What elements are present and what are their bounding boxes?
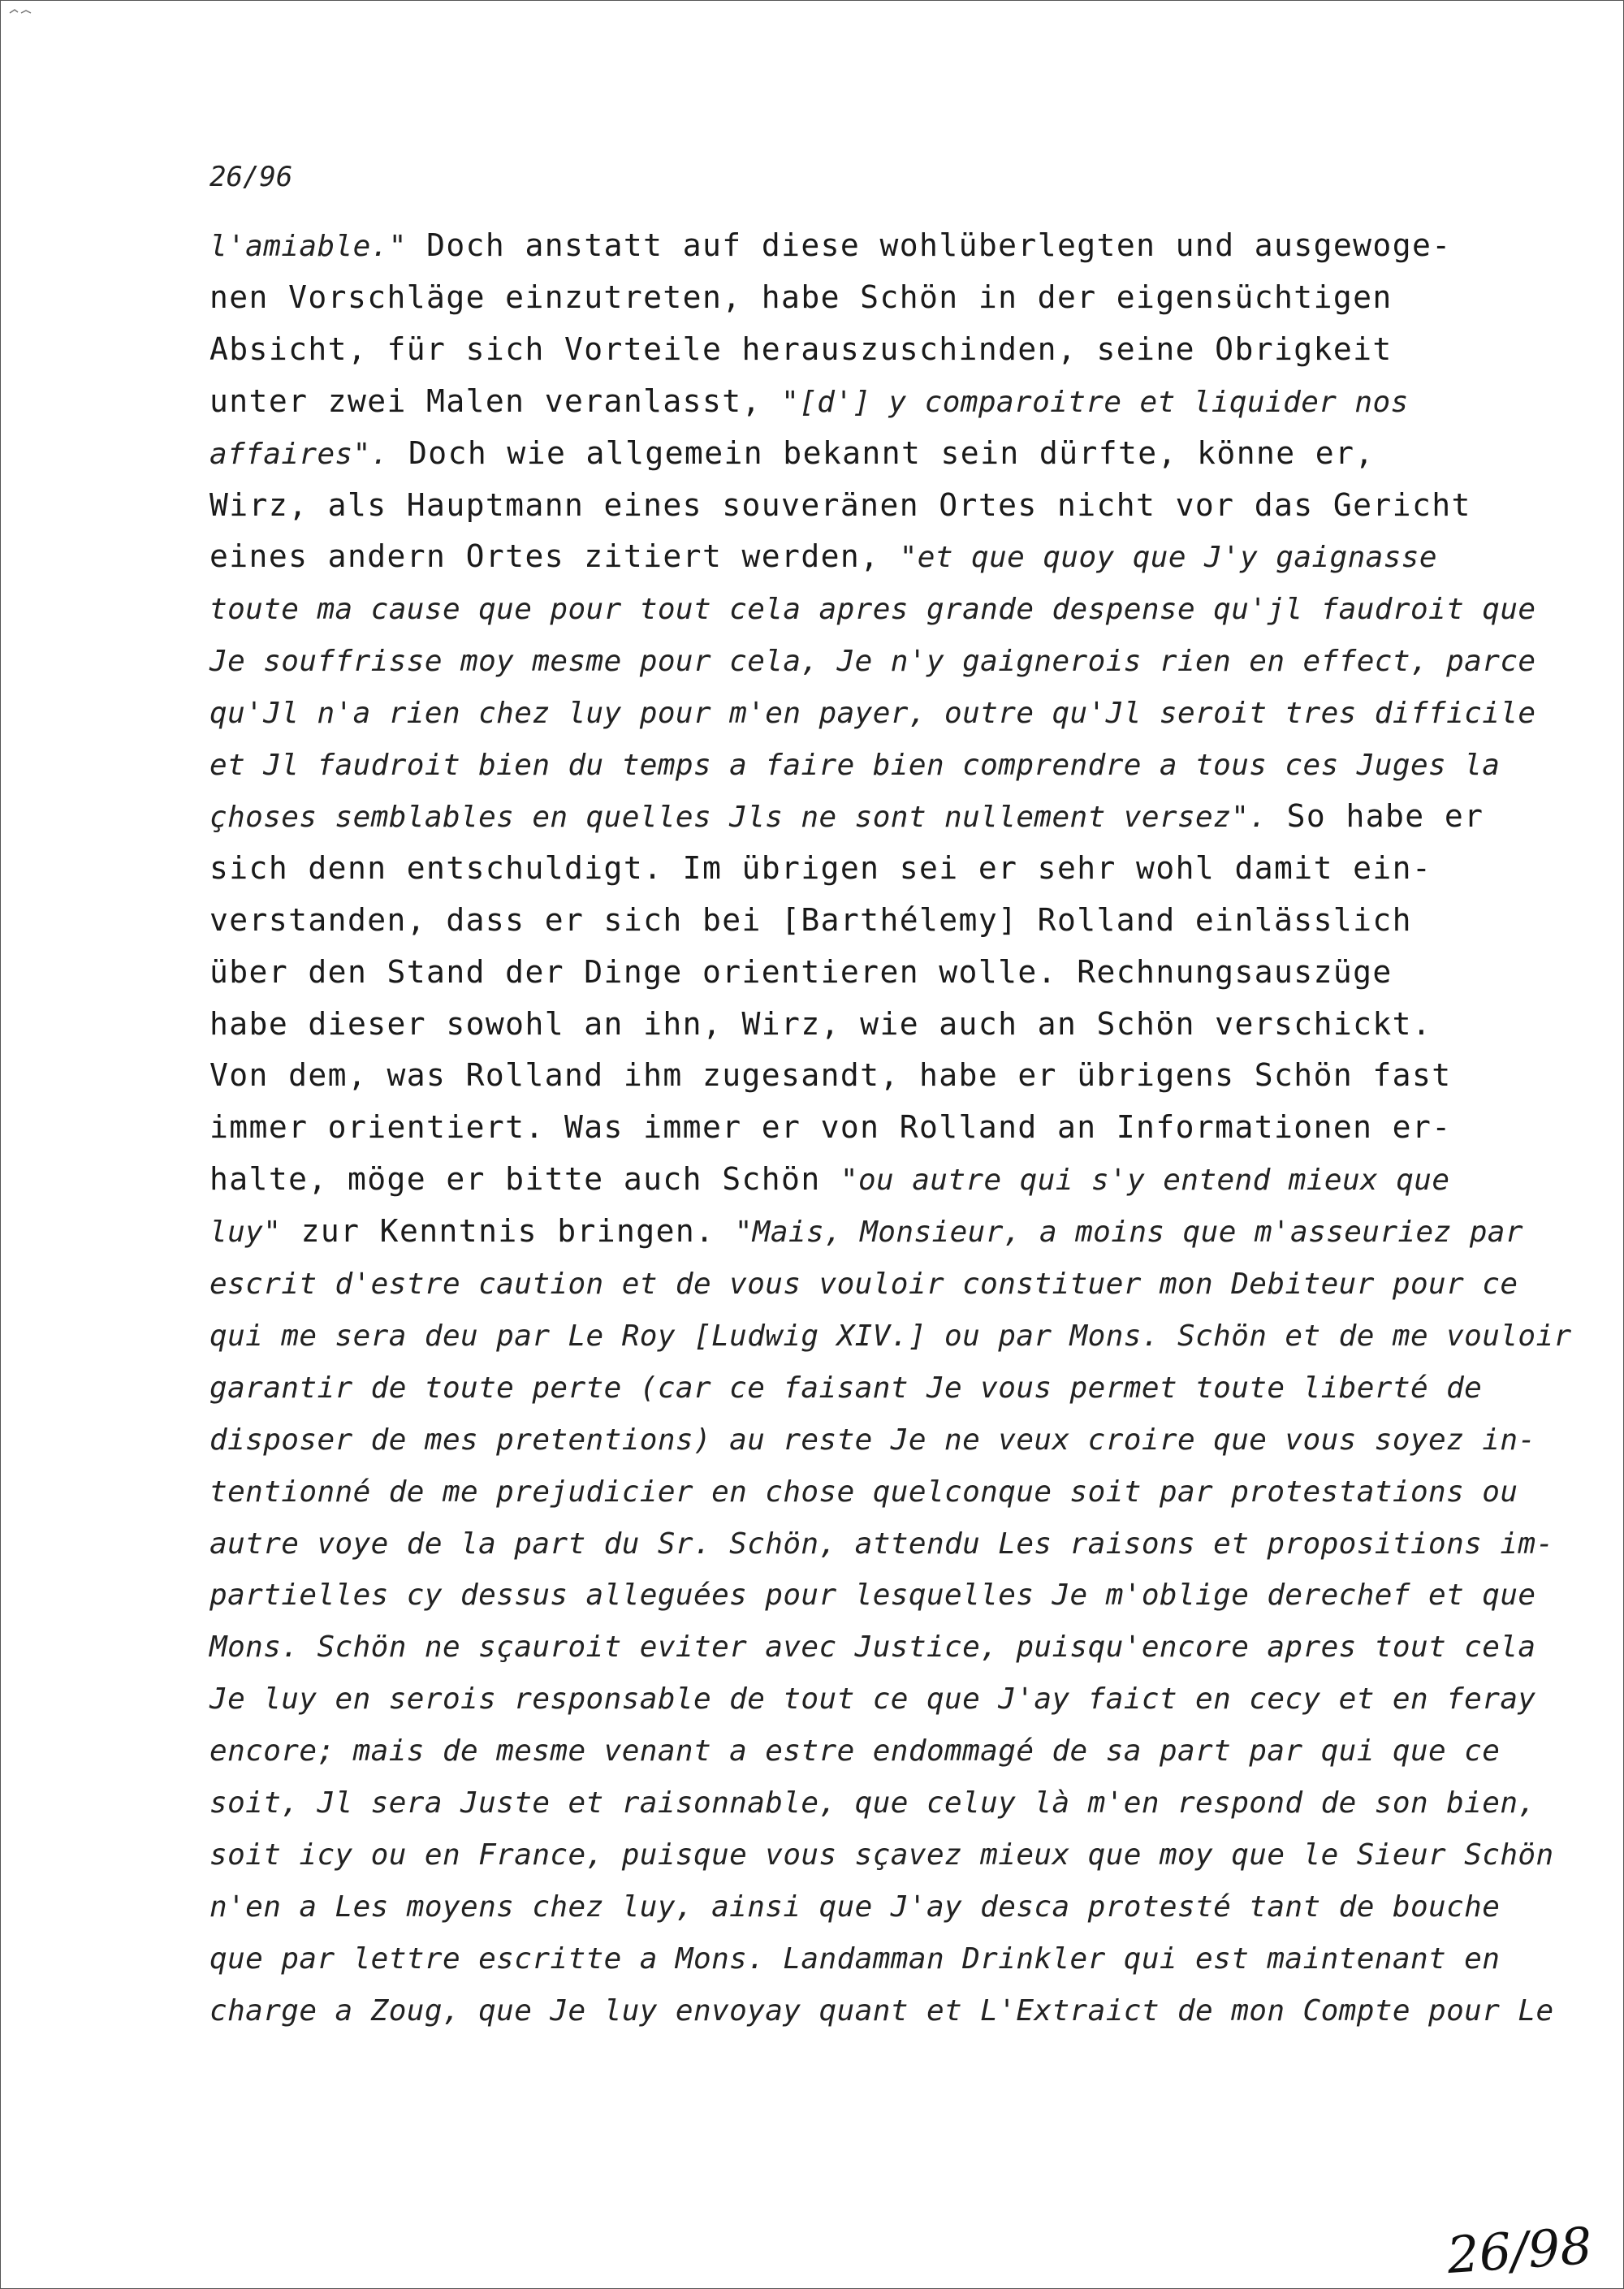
quote-segment: que par lettre escritte a Mons. Landamman Drinkler qui est maintenant en [209, 1941, 1501, 1976]
quote-segment: "Mais, Monsieur, a moins que m'asseuriez par [734, 1216, 1523, 1250]
quote-segment: Je luy en serois responsable de tout ce que J'ay faict en cecy et en feray [209, 1682, 1536, 1717]
text-segment: über den Stand der Dinge orientieren wolle. Rechnungsauszüge [209, 953, 1393, 990]
text-segment: halte, möge er bitte auch Schön [209, 1161, 840, 1198]
text-segment: So habe er [1267, 797, 1484, 834]
quote-segment: "ou autre qui s'y entend mieux que [840, 1164, 1450, 1198]
text-line [209, 1265, 1518, 1301]
text-line [209, 954, 1393, 990]
text-segment: Absicht, für sich Vorteile herauszuschinden, seine Obrigkeit [209, 330, 1393, 367]
text-segment: Doch wie allgemein bekannt sein dürfte, könne er, [388, 434, 1375, 471]
page-number: 26/96 [209, 161, 293, 193]
text-line [209, 383, 1409, 419]
quote-segment: Mons. Schön ne sçauroit eviter avec Justice, puisqu'encore apres tout cela [209, 1630, 1536, 1665]
text-line [209, 1992, 1554, 2028]
text-line [209, 279, 1393, 315]
text-line [209, 746, 1500, 782]
text-line [209, 1161, 1449, 1197]
text-line [209, 642, 1535, 678]
corner-scan-mark [8, 5, 32, 16]
text-line [209, 1421, 1535, 1457]
text-line [209, 1525, 1554, 1561]
text-line [209, 1213, 1523, 1249]
quote-segment: n'en a Les moyens chez luy, ainsi que J'ay desca protesté tant de bouche [209, 1890, 1501, 1924]
text-segment: habe dieser sowohl an ihn, Wirz, wie auch an Schön verschickt. [209, 1005, 1432, 1042]
text-segment: Von dem, was Rolland ihm zugesandt, habe er übrigens Schön fast [209, 1057, 1452, 1094]
text-line [209, 1784, 1535, 1820]
text-segment: unter zwei Malen veranlasst, [209, 382, 782, 419]
quote-segment: toute ma cause que pour tout cela apres grande despense qu'jl faudroit que [209, 593, 1536, 627]
text-line [209, 227, 1452, 263]
quote-segment: çhoses semblables en quelles Jls ne sont nullement versez". [209, 800, 1268, 834]
quote-segment: disposer de mes pretentions) au reste Je ne veux croire que vous soyez in- [209, 1423, 1536, 1457]
text-line [209, 850, 1432, 886]
text-line [209, 1109, 1452, 1145]
text-line [209, 1576, 1535, 1612]
quote-segment: partielles cy dessus alleguées pour lesquelles Je m'oblige derechef et que [209, 1579, 1536, 1613]
text-segment: eines andern Ortes zitiert werden, [209, 538, 900, 575]
quote-segment: affaires". [209, 437, 389, 471]
text-line [209, 331, 1393, 367]
text-line [209, 1680, 1535, 1716]
text-line [209, 798, 1484, 834]
text-line [209, 694, 1535, 730]
text-segment: Wirz, als Hauptmann eines souveränen Ortes nicht vor das Gericht [209, 486, 1471, 523]
text-line [209, 1940, 1500, 1976]
text-segment: sich denn entschuldigt. Im übrigen sei er sehr wohl damit ein- [209, 849, 1432, 886]
text-line [209, 1369, 1482, 1405]
text-line [209, 435, 1375, 471]
text-line [209, 1732, 1500, 1768]
quote-segment: tentionné de me prejudicier en chose quelconque soit par protestations ou [209, 1475, 1518, 1509]
text-line [209, 538, 1437, 574]
text-line [209, 1888, 1500, 1924]
text-line [209, 1628, 1535, 1664]
text-line [209, 1473, 1518, 1509]
quote-segment: garantir de toute perte (car ce faisant Je vous permet toute liberté de [209, 1371, 1483, 1405]
quote-segment: qui me sera deu par Le Roy [Ludwig XIV.] ou par Mons. Schön et de me vouloir [209, 1319, 1572, 1353]
text-segment: immer orientiert. Was immer er von Rolland an Informationen er- [209, 1109, 1452, 1146]
text-segment: nen Vorschläge einzutreten, habe Schön in der eigensüchtigen [209, 279, 1393, 315]
quote-segment: charge a Zoug, que Je luy envoyay quant et L'Extraict de mon Compte pour Le [209, 1993, 1554, 2028]
text-segment: verstanden, dass er sich bei [Barthélemy] Rolland einlässlich [209, 901, 1412, 938]
text-line [209, 1317, 1572, 1353]
quote-segment: autre voye de la part du Sr. Schön, attendu Les raisons et propositions im- [209, 1527, 1554, 1561]
quote-segment: et Jl faudroit bien du temps a faire bien comprendre a tous ces Juges la [209, 749, 1501, 782]
text-line [209, 487, 1471, 523]
text-line [209, 1836, 1554, 1872]
quote-segment: escrit d'estre caution et de vous vouloir constituer mon Debiteur pour ce [209, 1268, 1518, 1301]
text-line [209, 590, 1535, 626]
text-line [209, 902, 1412, 938]
quote-segment: Je souffrisse moy mesme pour cela, Je n'y gaignerois rien en effect, parce [209, 645, 1536, 679]
quote-segment: l'amiable." [209, 230, 407, 263]
text-segment: Doch anstatt auf diese wohlüberlegten und ausgewoge- [406, 227, 1452, 263]
quote-segment: "[d'] y comparoitre et liquider nos [781, 385, 1409, 419]
quote-segment: "et que quoy que J'y gaignasse [899, 541, 1437, 575]
quote-segment: qu'Jl n'a rien chez luy pour m'en payer, outre qu'Jl seroit tres difficile [209, 697, 1536, 731]
quote-segment: soit icy ou en France, puisque vous sçavez mieux que moy que le Sieur Schön [209, 1838, 1554, 1872]
handwritten-page-number: 26/98 [1445, 2215, 1595, 2286]
quote-segment: encore; mais de mesme venant a estre endommagé de sa part par qui que ce [209, 1734, 1501, 1769]
quote-segment: soit, Jl sera Juste et raisonnable, que celuy là m'en respond de son bien, [209, 1786, 1536, 1820]
text-segment: zur Kenntnis bringen. [281, 1213, 735, 1250]
text-line [209, 1057, 1452, 1093]
text-line [209, 1006, 1432, 1042]
quote-segment: luy" [209, 1216, 282, 1250]
